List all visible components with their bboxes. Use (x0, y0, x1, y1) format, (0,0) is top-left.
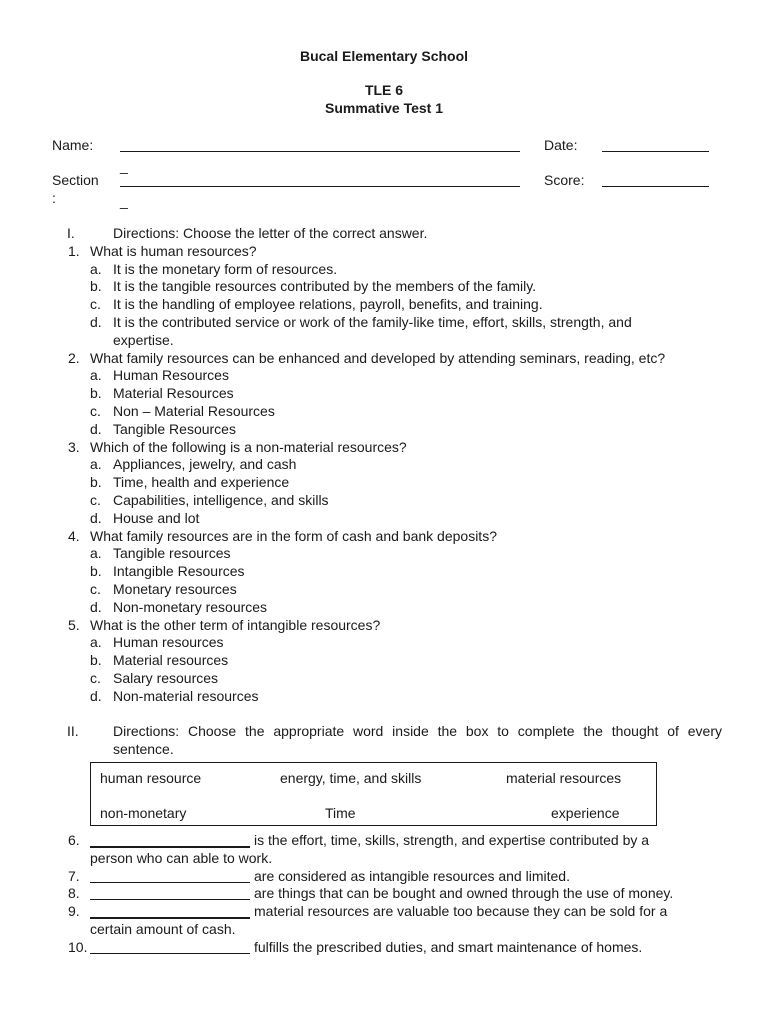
word-human-resource: human resource (100, 770, 202, 786)
score-label: Score: (544, 172, 585, 188)
option: d. Tangible Resources (90, 420, 236, 437)
option: b. Material Resources (90, 385, 234, 402)
option-continuation: expertise. (113, 331, 174, 348)
date-label: Date: (544, 137, 578, 153)
name-blank[interactable] (120, 151, 520, 152)
answer-blank[interactable] (90, 899, 250, 900)
school-name: Bucal Elementary School (299, 48, 469, 64)
question: 3. Which of the following is a non-material resources? (68, 438, 407, 455)
fill-item-9: 9. material resources are valuable too because they can be sold for a (68, 903, 668, 920)
option: c. Capabilities, intelligence, and skills (90, 491, 329, 508)
question: 2. What family resources can be enhanced and developed by attending seminars, reading, etc? (68, 349, 666, 366)
option: c. Monetary resources (90, 580, 237, 597)
option: d. Non-monetary resources (90, 598, 268, 615)
section-label: Section (52, 172, 99, 188)
question: 4. What family resources are in the form of cash and bank deposits? (68, 527, 497, 544)
option: a. Appliances, jewelry, and cash (90, 456, 297, 473)
fill-item-7: 7. are considered as intangible resources and limited. (68, 867, 570, 884)
word-experience: experience (551, 805, 620, 821)
answer-blank[interactable] (90, 917, 250, 919)
fill-item-9-cont: certain amount of cash. (90, 920, 236, 937)
option: c. Non – Material Resources (90, 402, 275, 419)
score-blank[interactable] (602, 186, 709, 187)
date-blank[interactable] (602, 151, 709, 152)
answer-blank[interactable] (90, 846, 250, 848)
question-list (0, 225, 768, 759)
option: a. It is the monetary form of resources. (90, 260, 338, 277)
question: 5. What is the other term of intangible resources? (68, 616, 381, 633)
option: b. It is the tangible resources contributed by the members of the family. (90, 278, 537, 295)
subject-title: TLE 6 (364, 82, 404, 98)
section-blank-tail: _ (120, 193, 128, 209)
fill-item-6: 6. is the effort, time, skills, strength, and expertise contributed by a (68, 832, 650, 848)
fill-in-list (0, 832, 768, 957)
name-label: Name: (52, 137, 94, 153)
part2-directions: II. Directions: Choose the appropriate word inside the box to complete the thought of every (67, 723, 722, 740)
option: d. It is the contributed service or work of the family-like time, effort, skills, strength, and (90, 313, 632, 330)
fill-item-6-cont: person who can able to work. (90, 849, 273, 866)
answer-blank[interactable] (90, 953, 250, 954)
option: b. Intangible Resources (90, 563, 245, 580)
word-material-resources: material resources (506, 770, 622, 786)
word-time: Time (325, 805, 356, 821)
part1-directions: I. Directions: Choose the letter of the correct answer. (67, 225, 428, 241)
option: c. Salary resources (90, 669, 219, 686)
word-box (90, 762, 657, 826)
option: a. Human Resources (90, 367, 229, 384)
section-colon: : (52, 190, 56, 206)
option: d. House and lot (90, 509, 200, 526)
test-title: Summative Test 1 (324, 100, 443, 116)
option: c. It is the handling of employee relations, payroll, benefits, and training. (90, 296, 543, 313)
section-blank[interactable] (120, 186, 520, 187)
option: b. Material resources (90, 652, 229, 669)
spacer (0, 706, 768, 724)
answer-blank[interactable] (90, 882, 250, 883)
name-blank-tail: _ (120, 158, 128, 174)
fill-item-8: 8. are things that can be bought and owned through the use of money. (68, 885, 674, 902)
option: a. Human resources (90, 634, 224, 651)
option: b. Time, health and experience (90, 474, 290, 491)
question: 1. What is human resources? (68, 242, 257, 259)
option: d. Non-material resources (90, 687, 259, 704)
part2-directions-cont: sentence. (113, 741, 174, 758)
word-energy-time-skills: energy, time, and skills (280, 770, 422, 786)
fill-item-10: 10. fulfills the prescribed duties, and smart maintenance of homes. (68, 938, 643, 955)
option: a. Tangible resources (90, 545, 231, 562)
word-non-monetary: non-monetary (100, 805, 187, 821)
